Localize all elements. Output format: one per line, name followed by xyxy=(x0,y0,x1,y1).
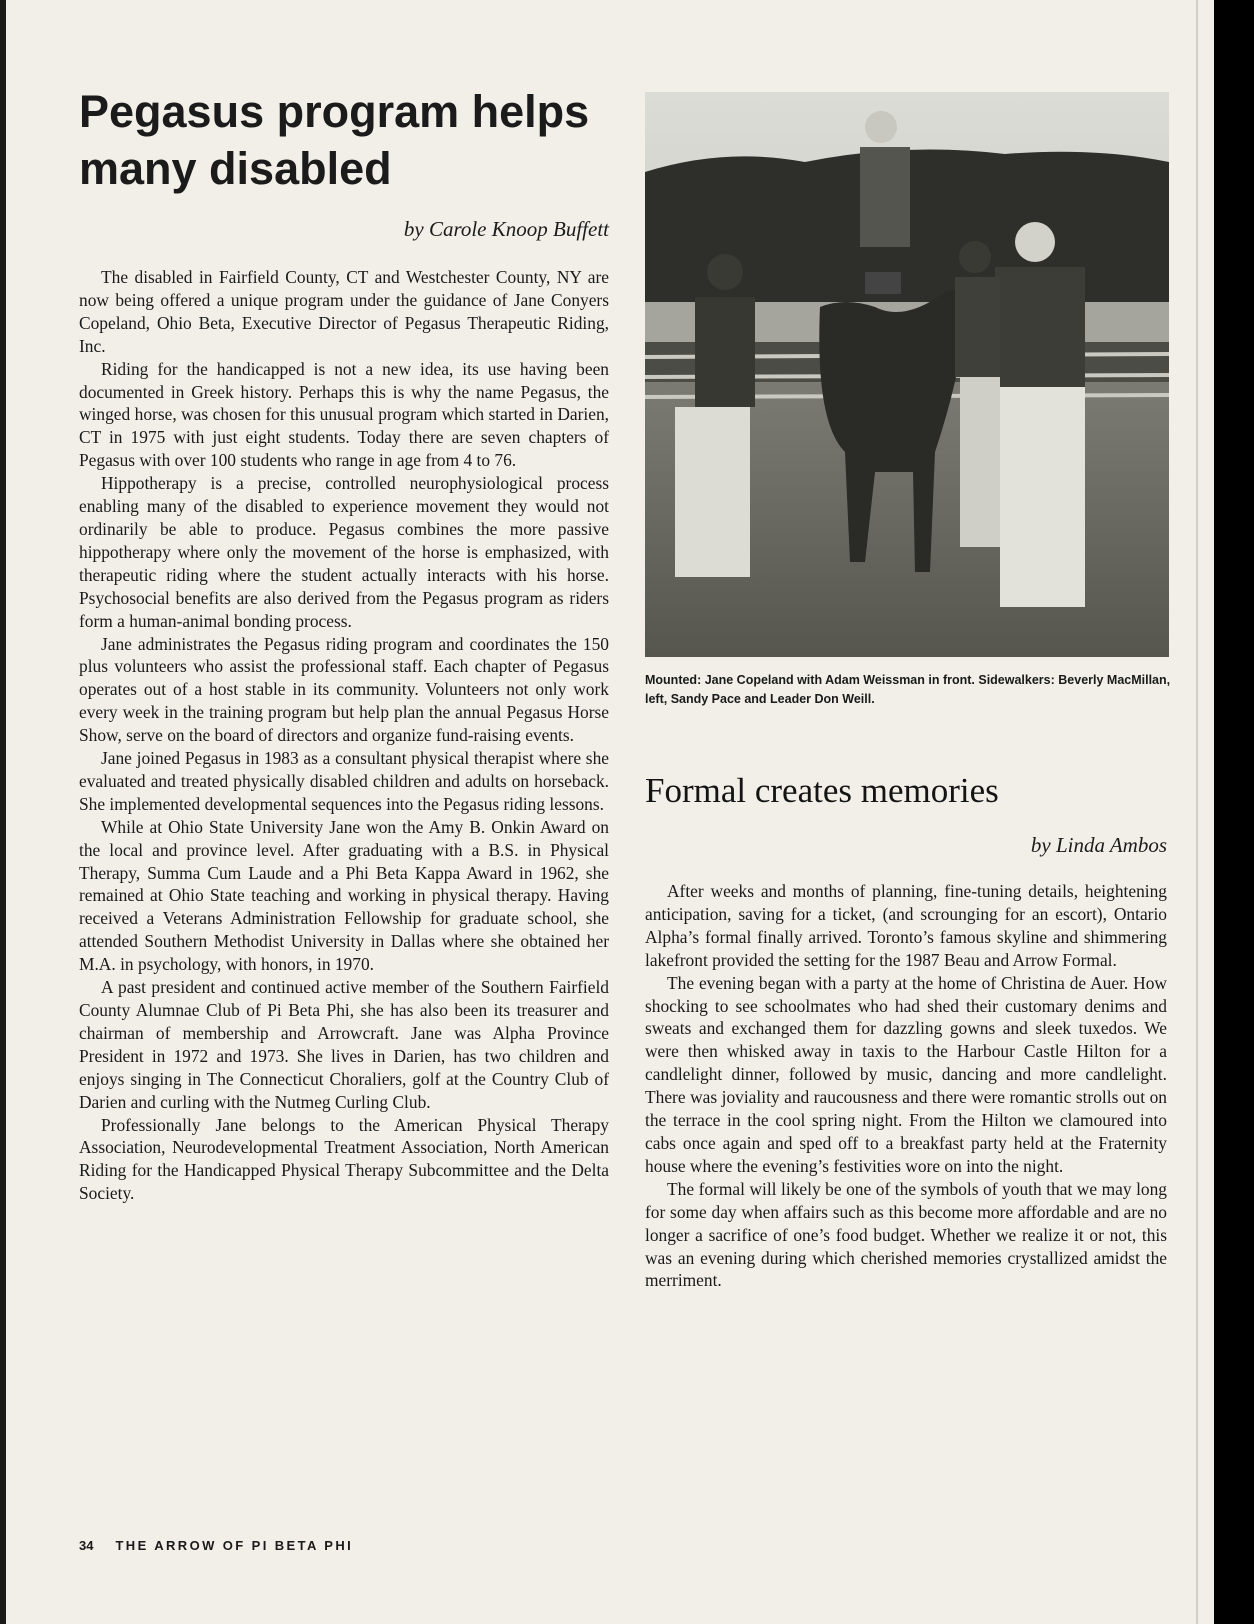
page-footer xyxy=(79,1538,353,1553)
photo-caption: Mounted: Jane Copeland with Adam Weissman in front. Sidewalkers: Beverly MacMillan, left, Sandy Pace and Leader Don Weill. xyxy=(645,673,1171,706)
paragraph: Jane joined Pegasus in 1983 as a consultant physical therapist where she evaluated and treated physically disabled children and adults on horseback. She implemented developmental sequences into the Pegasus riding lessons. xyxy=(79,748,609,814)
paragraph: The formal will likely be one of the symbols of youth that we may long for some day when affairs such as this become more affordable and are no longer a sacrifice of one’s food budget. Whether we realize it or not, this was an evening during which cherished memories crystallized amidst the merriment. xyxy=(645,1178,1167,1291)
paragraph: Riding for the handicapped is not a new idea, its use having been documented in Greek history. Perhaps this is why the name Pegasus, the winged horse, was chosen for this unusual program which started in Darien, CT in 1975 with just eight students. Today there are seven chapters of Pegasus with over 100 students who range in age from 4 to 76. xyxy=(79,358,609,471)
article-byline: by Linda Ambos xyxy=(1030,833,1167,857)
article-title: Formal creates memories xyxy=(645,771,999,810)
article-body xyxy=(645,880,1167,1292)
publication-name: THE ARROW OF PI BETA PHI xyxy=(115,1538,354,1553)
scan-right-edge xyxy=(1214,0,1254,1624)
article-title: Pegasus program helps many disabled xyxy=(79,86,590,194)
horse-riding-photo xyxy=(645,92,1169,657)
paragraph: While at Ohio State University Jane won the Amy B. Onkin Award on the local and province level. After graduating with a B.S. in Physical Therapy, Summa Cum Laude and a Phi Beta Kappa Award in 1962, she remained at Ohio State teaching and working in physical therapy. Having received a Veterans Administration Fellowship for graduate school, she attended Southern Methodist University in Dallas where she obtained her M.A. in psychology, with honors, in 1970. xyxy=(79,816,609,975)
photo-illustration xyxy=(645,92,1169,657)
article-body xyxy=(79,266,609,1205)
paragraph: The evening began with a party at the home of Christina de Auer. How shocking to see schoolmates who had shed their customary denims and sweats and exchanged them for dazzling gowns and sleek tuxedos. We were then whisked away in taxis to the Harbour Castle Hilton for a candlelight dinner, followed by music, dancing and more candlelight. There was joviality and raucousness and there were romantic strolls out on the terrace in the cool spring night. From the Hilton we clamoured into cabs once again and sped off to a breakfast party held at the Fraternity house where the evening’s festivities wore on into the night. xyxy=(645,972,1167,1176)
scan-fold-line xyxy=(1196,0,1198,1624)
paragraph: After weeks and months of planning, fine-tuning details, heightening anticipation, saving for a ticket, (and scrounging for an escort), Ontario Alpha’s formal finally arrived. Toronto’s famous skyline and shimmering lakefront provided the setting for the 1987 Beau and Arrow Formal. xyxy=(645,881,1167,970)
paragraph: A past president and continued active member of the Southern Fairfield County Alumnae Club of Pi Beta Phi, she has also been its treasurer and chairman of membership and Arrowcraft. Jane was Alpha Province President in 1972 and 1973. She lives in Darien, has two children and enjoys singing in The Connecticut Choraliers, golf at the Country Club of Darien and curling with the Nutmeg Curling Club. xyxy=(79,977,609,1112)
paragraph: The disabled in Fairfield County, CT and Westchester County, NY are now being offered a unique program under the guidance of Jane Conyers Copeland, Ohio Beta, Executive Director of Pegasus Therapeutic Riding, Inc. xyxy=(79,267,609,356)
article-byline: by Carole Knoop Buffett xyxy=(403,217,609,241)
page-number: 34 xyxy=(79,1538,94,1553)
paragraph: Hippotherapy is a precise, controlled neurophysiological process enabling many of the disabled to experience movement they would not ordinarily be able to produce. Pegasus combines the more passive hippotherapy where only the movement of the horse is emphasized, with therapeutic riding where the student actually interacts with his horse. Psychosocial benefits are also derived from the Pegasus program as riders form a human-animal bonding process. xyxy=(79,473,609,631)
paragraph: Professionally Jane belongs to the American Physical Therapy Association, Neurodevelopmental Treatment Association, North American Riding for the Handicapped Physical Therapy Subcommittee and the Delta Society. xyxy=(79,1114,609,1204)
paragraph: Jane administrates the Pegasus riding program and coordinates the 150 plus volunteers who assist the professional staff. Each chapter of Pegasus operates out of a host stable in its community. Volunteers not only work every week in the training program but help plan the annual Pegasus Horse Show, serve on the board of directors and organize fund-raising events. xyxy=(79,633,609,746)
